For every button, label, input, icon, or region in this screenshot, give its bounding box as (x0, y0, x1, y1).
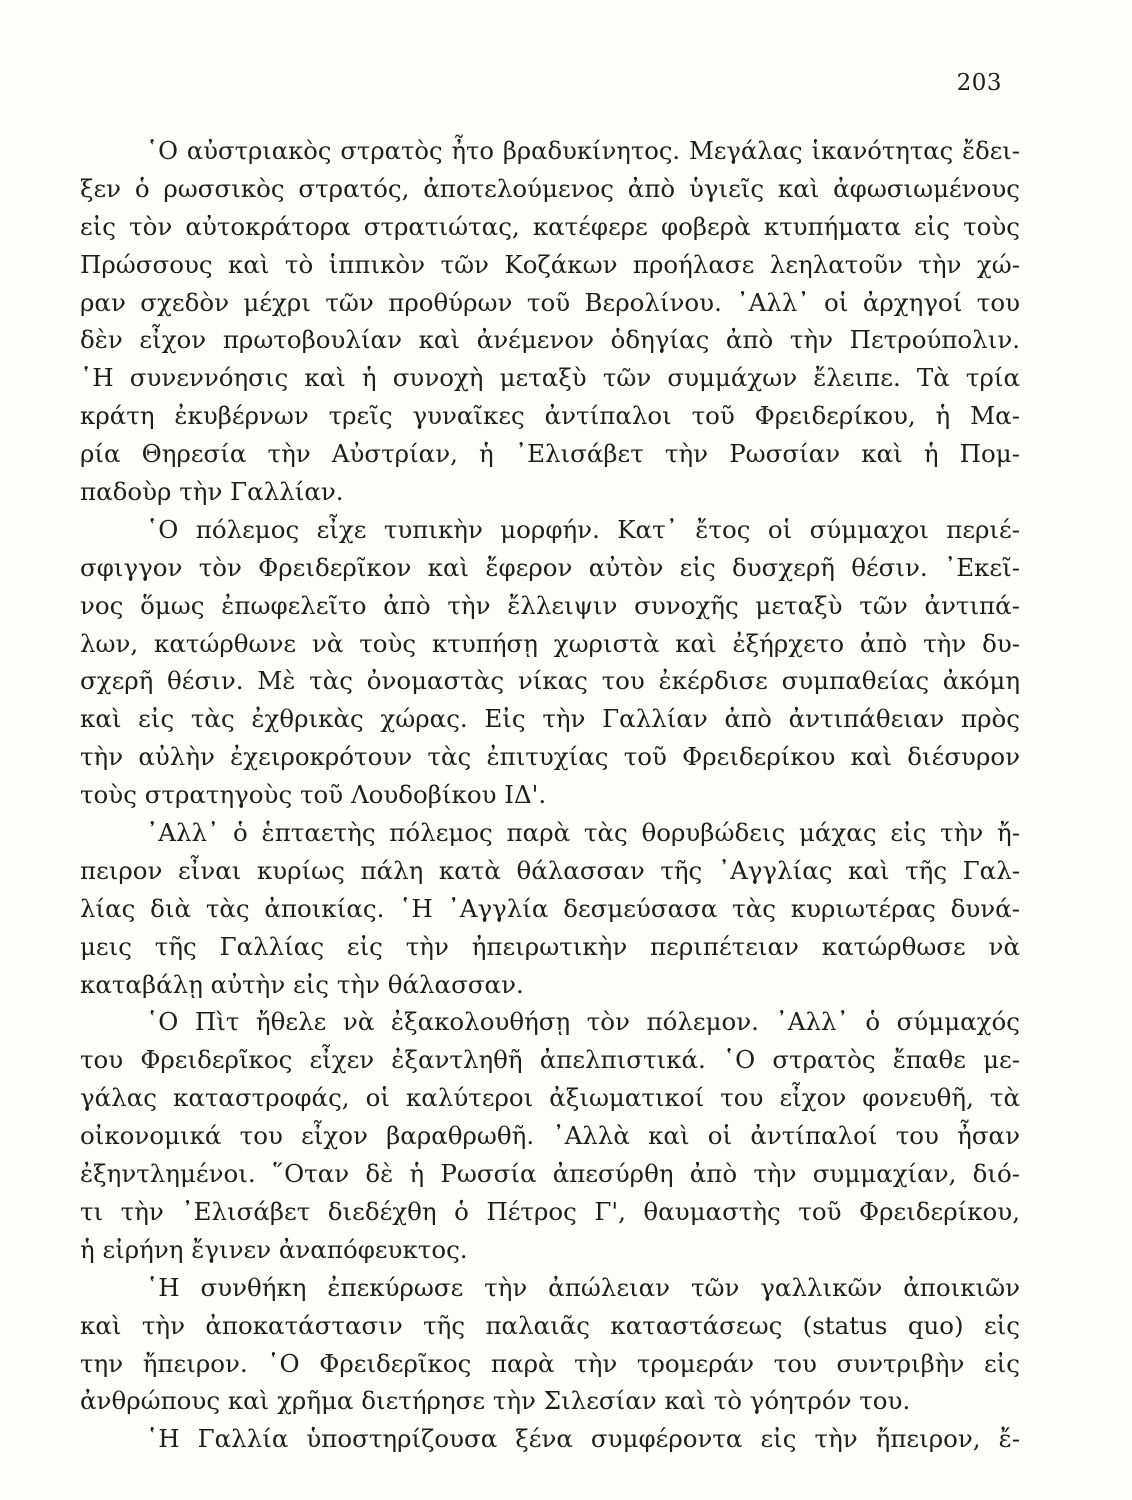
text-line: ῾Η συνεννόησις καὶ ἡ συνοχὴ μεταξὺ τῶν συμμάχων ἔλειπε. Τὰ τρία (80, 363, 1020, 393)
text-line: οἰκονομικά του εἶχον βαραθρωθῆ. ᾿Αλλὰ καὶ οἱ ἀντίπαλοί του ἦσαν (80, 1121, 1020, 1151)
text-line: σφιγγον τὸν Φρειδερῖκον καὶ ἔφερον αὐτὸν εἰς δυσχερῆ θέσιν. ᾿Εκεῖ- (80, 552, 1020, 582)
text-line: τὴν αὐλὴν ἐχειροκρότουν τὰς ἐπιτυχίας τοῦ Φρειδερίκου καὶ διέσυρον (80, 742, 1020, 772)
text-line: λων, κατώρθωνε νὰ τοὺς κτυπήσῃ χωριστὰ καὶ ἐξήρχετο ἀπὸ τὴν δυ- (80, 628, 1020, 658)
text-line: λίας διὰ τὰς ἀποικίας. ῾Η ᾿Αγγλία δεσμεύσασα τὰς κυριωτέρας δυνά- (80, 893, 1020, 923)
text-line: νος ὅμως ἐπωφελεῖτο ἀπὸ τὴν ἔλλειψιν συνοχῆς μεταξὺ τῶν ἀντιπά- (80, 590, 1020, 620)
text-line: ρία Θηρεσία τὴν Αὐστρίαν, ἡ ᾿Ελισάβετ τὴν Ρωσσίαν καὶ ἡ Πομ- (80, 439, 1020, 469)
text-line: Πρώσσους καὶ τὸ ἱππικὸν τῶν Κοζάκων προήλασε λεηλατοῦν τὴν χώ- (80, 249, 1020, 279)
text-line: ῾Ο αὐστριακὸς στρατὸς ἦτο βραδυκίνητος. Μεγάλας ἱκανότητας ἔδει- (146, 136, 1020, 165)
text-line: ἡ εἰρήνη ἔγινεν ἀναπόφευκτος. (80, 1234, 468, 1264)
page-number: 203 (956, 70, 1002, 96)
text-line: ῾Ο πόλεμος εἶχε τυπικὴν μορφήν. Κατ᾿ ἔτος οἱ σύμμαχοι περιέ- (146, 514, 1020, 544)
paragraph (80, 1003, 1020, 1268)
paragraph (80, 1420, 1020, 1458)
text-line: σχερῆ θέσιν. Μὲ τὰς ὀνομαστὰς νίκας του ἐκέρδισε συμπαθείας ἀκόμη (80, 666, 1020, 696)
text-line: την ἤπειρον. ῾Ο Φρειδερῖκος παρὰ τὴν τρομεράν του συντριβὴν εἰς (80, 1348, 1020, 1378)
text-line: ῾Η Γαλλία ὑποστηρίζουσα ξένα συμφέροντα εἰς τὴν ἤπειρον, ἔ- (146, 1424, 1020, 1454)
paragraph (80, 511, 1020, 814)
text-line: του Φρειδερῖκος εἶχεν ἐξαντληθῆ ἀπελπιστικά. ῾Ο στρατὸς ἔπαθε με- (80, 1045, 1020, 1075)
text-line: τοὺς στρατηγοὺς τοῦ Λουδοβίκου ΙΔ'. (80, 780, 547, 810)
paragraph (80, 132, 1020, 511)
text-line: τι τὴν ᾿Ελισάβετ διεδέχθη ὁ Πέτρος Γ', θαυμαστὴς τοῦ Φρειδερίκου, (80, 1196, 1020, 1226)
paragraph (80, 814, 1020, 1003)
text-line: γάλας καταστροφάς, οἱ καλύτεροι ἀξιωματικοί του εἶχον φονευθῆ, τὰ (80, 1083, 1020, 1113)
paragraph (80, 1269, 1020, 1421)
text-line: ραν σχεδὸν μέχρι τῶν προθύρων τοῦ Βερολίνου. ᾿Αλλ᾿ οἱ ἀρχηγοί του (80, 287, 1020, 317)
text-line: ῾Ο Πὶτ ἤθελε νὰ ἐξακολουθήσῃ τὸν πόλεμον. ᾿Αλλ᾿ ὁ σύμμαχός (146, 1007, 1020, 1037)
text-line: πειρον εἶναι κυρίως πάλη κατὰ θάλασσαν τῆς ᾿Αγγλίας καὶ τῆς Γαλ- (80, 855, 1020, 885)
text-line: δὲν εἶχον πρωτοβουλίαν καὶ ἀνέμενον ὁδηγίας ἀπὸ τὴν Πετρούπολιν. (80, 325, 1020, 355)
text-line: ῾Η συνθήκη ἐπεκύρωσε τὴν ἀπώλειαν τῶν γαλλικῶν ἀποικιῶν (146, 1272, 1020, 1302)
text-line: καὶ εἰς τὰς ἐχθρικὰς χώρας. Εἰς τὴν Γαλλίαν ἀπὸ ἀντιπάθειαν πρὸς (80, 704, 1020, 734)
text-line: κράτη ἐκυβέρνων τρεῖς γυναῖκες ἀντίπαλοι τοῦ Φρειδερίκου, ἡ Μα- (80, 401, 1020, 431)
text-line: ξεν ὁ ρωσσικὸς στρατός, ἀποτελούμενος ἀπὸ ὑγιεῖς καὶ ἀφωσιωμένους (80, 173, 1020, 203)
text-line: καταβάλῃ αὐτὴν εἰς τὴν θάλασσαν. (80, 969, 524, 999)
text-line: καὶ τὴν ἀποκατάστασιν τῆς παλαιᾶς καταστάσεως (status quo) εἰς (80, 1310, 1020, 1340)
text-line: ἐξηντλημένοι. ῞Οταν δὲ ἡ Ρωσσία ἀπεσύρθη ἀπὸ τὴν συμμαχίαν, διό- (80, 1159, 1020, 1189)
text-line: μεις τῆς Γαλλίας εἰς τὴν ἠπειρωτικὴν περιπέτειαν κατώρθωσε νὰ (80, 931, 1020, 961)
text-line: παδοὺρ τὴν Γαλλίαν. (80, 477, 344, 507)
text-line: ἀνθρώπους καὶ χρῆμα διετήρησε τὴν Σιλεσίαν καὶ τὸ γόητρόν του. (80, 1386, 911, 1416)
text-line: ᾿Αλλ᾿ ὁ ἑπταετὴς πόλεμος παρὰ τὰς θορυβώδεις μάχας εἰς τὴν ἤ- (146, 818, 1020, 848)
body-text (80, 132, 1020, 1458)
text-line: εἰς τὸν αὐτοκράτορα στρατιώτας, κατέφερε φοβερὰ κτυπήματα εἰς τοὺς (80, 211, 1020, 241)
